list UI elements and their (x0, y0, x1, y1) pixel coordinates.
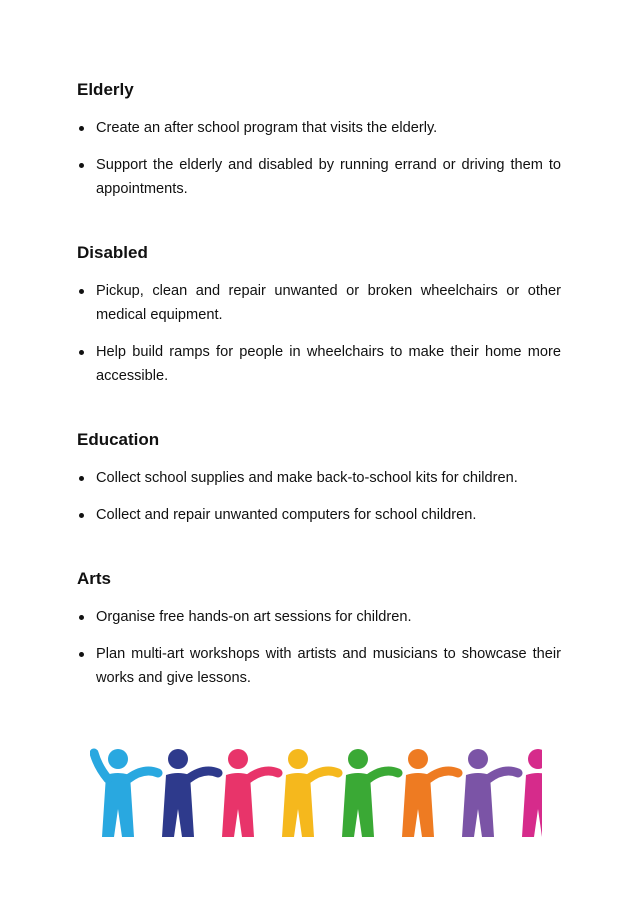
list-item (77, 153, 561, 201)
bullet-icon (79, 163, 84, 168)
list-item (77, 116, 561, 140)
list-item (77, 340, 561, 388)
section-elderly (77, 80, 561, 214)
list-item-text: Collect school supplies and make back-to-school kits for children. (96, 470, 518, 486)
list-item (77, 466, 561, 490)
bullet-icon (79, 652, 84, 657)
section-heading: Disabled (77, 243, 148, 262)
person-figure (462, 749, 518, 837)
person-figure (402, 749, 458, 837)
section-heading: Education (77, 430, 160, 449)
list-item (77, 605, 561, 629)
person-figure (342, 749, 398, 837)
list-item (77, 642, 561, 690)
bullet-icon (79, 476, 84, 481)
section-heading: Arts (77, 569, 112, 588)
bullet-icon (79, 126, 84, 131)
person-figure (162, 749, 218, 837)
person-figure (282, 749, 338, 837)
people-holding-hands-icon (90, 745, 542, 837)
list-item-text: Plan multi-art workshops with artists and musicians to showcase their works and give lessons. (96, 646, 561, 686)
list-item (77, 503, 561, 527)
section-education (77, 430, 561, 540)
bullet-icon (79, 350, 84, 355)
bullet-icon (79, 615, 84, 620)
section-heading: Elderly (77, 80, 134, 99)
section-disabled (77, 243, 561, 401)
bullet-icon (79, 513, 84, 518)
list-item-text: Collect and repair unwanted computers for school children. (96, 507, 477, 523)
person-figure (222, 749, 278, 837)
bullet-icon (79, 289, 84, 294)
bullet-list (77, 116, 561, 201)
person-figure (94, 749, 158, 837)
list-item-text: Help build ramps for people in wheelchairs to make their home more accessible. (96, 344, 561, 384)
bullet-list (77, 466, 561, 527)
person-figure (522, 749, 542, 837)
section-arts (77, 569, 561, 703)
bullet-list (77, 605, 561, 690)
list-item-text: Support the elderly and disabled by running errand or driving them to appointments. (96, 157, 561, 197)
bullet-list (77, 279, 561, 388)
list-item-text: Organise free hands-on art sessions for children. (96, 609, 412, 625)
list-item-text: Pickup, clean and repair unwanted or broken wheelchairs or other medical equipment. (96, 283, 561, 323)
list-item-text: Create an after school program that visits the elderly. (96, 120, 438, 136)
list-item (77, 279, 561, 327)
